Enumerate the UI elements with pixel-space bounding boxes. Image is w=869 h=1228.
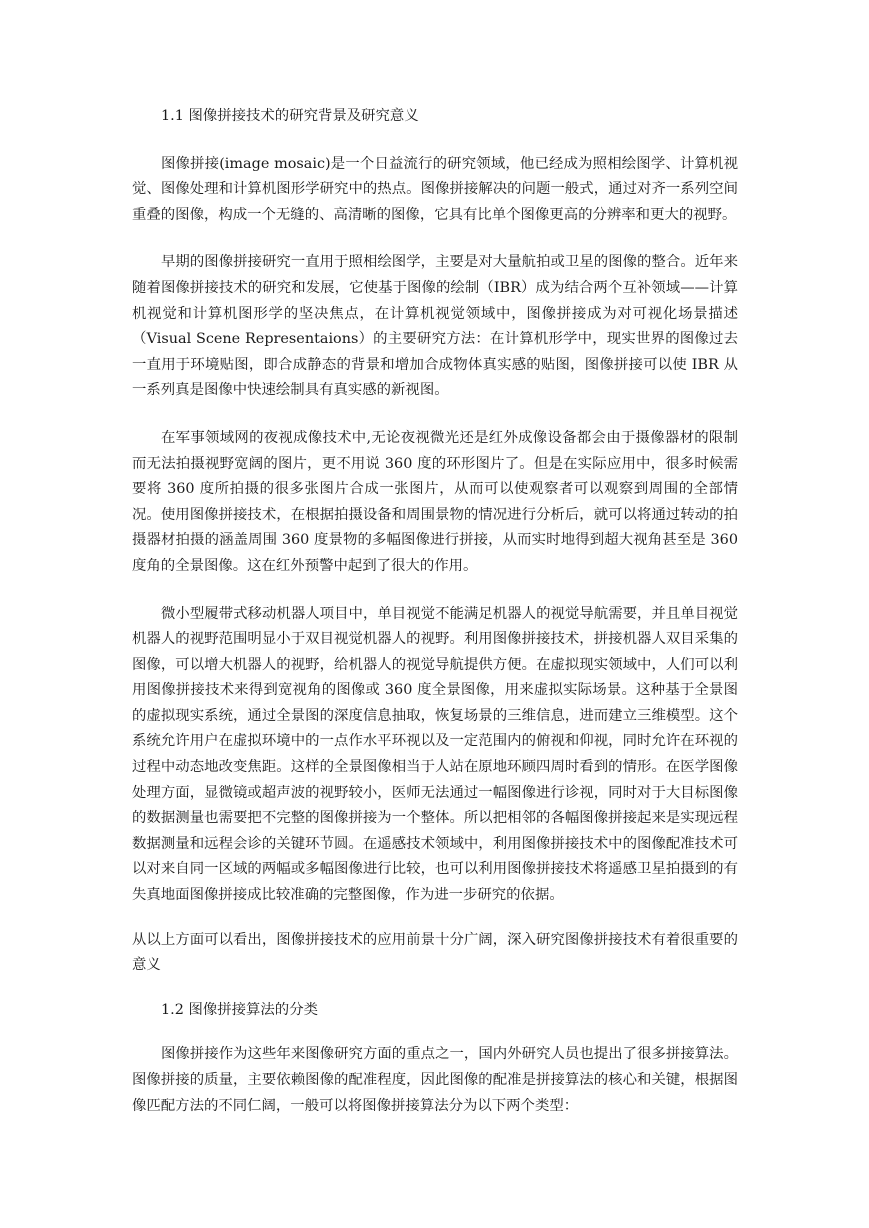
section-1-heading: 1.1 图像拼接技术的研究背景及研究意义 bbox=[161, 108, 419, 124]
paragraph-robot-vr-medical-remote-sensing: 微小型履带式移动机器人项目中，单目视觉不能满足机器人的视觉导航需要，并且单目视觉机器人的视野范围明显小于双目视觉机器人的视野。利用图像拼接技术，拼接机器人双目采集的图像，可以增大机器人的视野，给机器人的视觉导航提供方便。在虚拟现实领域中，人们可以利用图像拼接技术来得到宽视角的图像或 360 度全景图像，用来虚拟实际场景。这种基于全景图的虚拟现实系统，通过全景图的深度信息抽取，恢复场景的三维信息，进而建立三维模型。这个系统允许用户在虚拟环境中的一点作水平环视以及一定范围内的俯视和仰视，同时允许在环视的过程中动态地改变焦距。这样的全景图像相当于人站在原地环顾四周时看到的情形。在医学图像处理方面，显微镜或超声波的视野较小，医师无法通过一幅图像进行诊视，同时对于大目标图像的数据测量也需要把不完整的图像拼接为一个整体。所以把相邻的各幅图像拼接起来是实现远程数据测量和远程会诊的关键环节圆。在遥感技术领域中，利用图像拼接技术中的图像配准技术可以对来自同一区域的两幅或多幅图像进行比较，也可以利用图像拼接技术将遥感卫星拍摄到的有失真地面图像拼接成比较准确的完整图像，作为进一步研究的依据。 bbox=[132, 605, 738, 904]
document-body bbox=[132, 104, 738, 1119]
paragraph-early-research: 早期的图像拼接研究一直用于照相绘图学，主要是对大量航拍或卫星的图像的整合。近年来随着图像拼接技术的研究和发展，它使基于图像的绘制（IBR）成为结合两个互补领域——计算机视觉和计算机图形学的坚决焦点，在计算机视觉领域中，图像拼接成为对可视化场景描述（Visual Scene Representaions）的主要研究方法：在计算机形学中，现实世界的图像过去一直用于环境贴图，即合成静态的背景和增加合成物体真实感的贴图，图像拼接可以使 IBR 从一系列真是图像中快速绘制具有真实感的新视图。 bbox=[132, 254, 738, 399]
paragraph-image-mosaic-intro: 图像拼接(image mosaic)是一个日益流行的研究领域，他已经成为照相绘图学、计算机视觉、图像处理和计算机图形学研究中的热点。图像拼接解决的问题一般式，通过对齐一系列空间重叠的图像，构成一个无缝的、高清晰的图像，它具有比单个图像更高的分辨率和更大的视野。 bbox=[132, 155, 738, 223]
paragraph-algorithm-classification: 图像拼接作为这些年来图像研究方面的重点之一，国内外研究人员也提出了很多拼接算法。图像拼接的质量，主要依赖图像的配准程度，因此图像的配准是拼接算法的核心和关键，根据图像匹配方法的不同仁阔，一般可以将图像拼接算法分为以下两个类型： bbox=[132, 1046, 738, 1114]
paragraph-military-night-vision: 在军事领域网的夜视成像技术中,无论夜视微光还是红外成像设备都会由于摄像器材的限制而无法拍摄视野宽阔的图片，更不用说 360 度的环形图片了。但是在实际应用中，很多时候需要将 360 度所拍摄的很多张图片合成一张图片，从而可以使观察者可以观察到周围的全部情况。使用图像拼接技术，在根据拍摄设备和周围景物的情况进行分析后，就可以将通过转动的拍摄器材拍摄的涵盖周围 360 度景物的多幅图像进行拼接，从而实时地得到超大视角甚至是 360 度角的全景图像。这在红外预警中起到了很大的作用。 bbox=[132, 429, 738, 574]
section-2-heading: 1.2 图像拼接算法的分类 bbox=[161, 1001, 318, 1018]
paragraph-conclusion: 从以上方面可以看出，图像拼接技术的应用前景十分广阔，深入研究图像拼接技术有着很重要的意义 bbox=[132, 931, 738, 974]
